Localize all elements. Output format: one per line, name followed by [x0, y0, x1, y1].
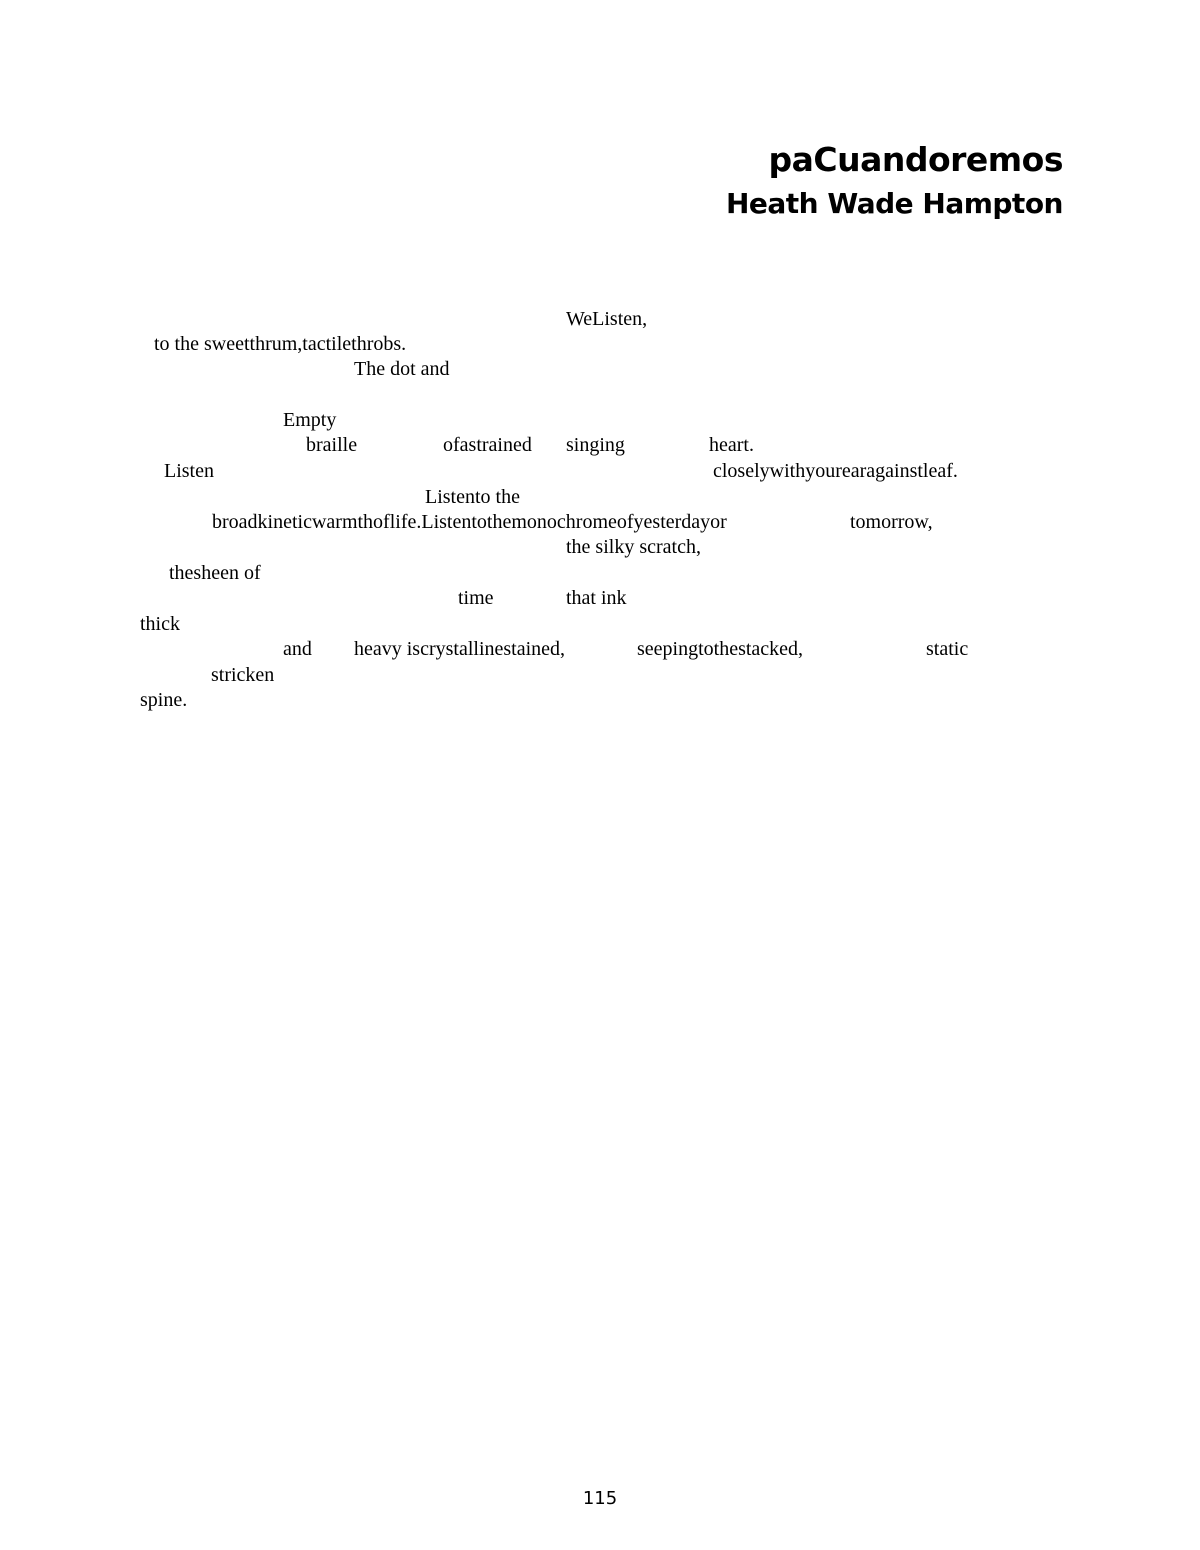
poem-fragment: Listen	[164, 460, 214, 482]
poem-fragment: static	[926, 638, 969, 660]
poem-fragment: time	[458, 587, 494, 609]
poem-fragment: The dot and	[354, 358, 450, 380]
poem-fragment: thick	[140, 613, 180, 635]
poem-fragment: WeListen,	[566, 308, 648, 330]
poem-fragment: stricken	[211, 664, 275, 686]
poem-fragment: and	[283, 638, 312, 660]
poem-fragment: ofastrained	[443, 434, 532, 456]
poem-fragment: thesheen of	[169, 562, 261, 584]
poem-title: paCuandoremos	[768, 140, 1063, 179]
poem-fragment: to the sweetthrum,tactilethrobs.	[154, 333, 407, 355]
poem-fragment: closelywithyourearagainstleaf.	[713, 460, 958, 482]
poem-fragment: singing	[566, 434, 625, 456]
poem-fragment: the silky scratch,	[566, 536, 701, 558]
poem-fragment: Empty	[283, 409, 337, 431]
poem-fragment: broadkineticwarmthoflife.Listentothemonochromeofyesterdayor	[212, 511, 727, 533]
poem-fragment: tomorrow,	[850, 511, 933, 533]
page-number: 115	[582, 1488, 618, 1509]
poem-fragment: that ink	[566, 587, 627, 609]
poem-fragment: Listento the	[425, 486, 520, 508]
poem-author: Heath Wade Hampton	[725, 187, 1063, 220]
poem-fragment: heart.	[709, 434, 754, 456]
poem-fragment: braille	[306, 434, 358, 456]
poem-fragment: heavy iscrystallinestained,	[354, 638, 566, 660]
poem-fragment: spine.	[140, 689, 188, 711]
poem-fragment: seepingtothestacked,	[637, 638, 804, 660]
